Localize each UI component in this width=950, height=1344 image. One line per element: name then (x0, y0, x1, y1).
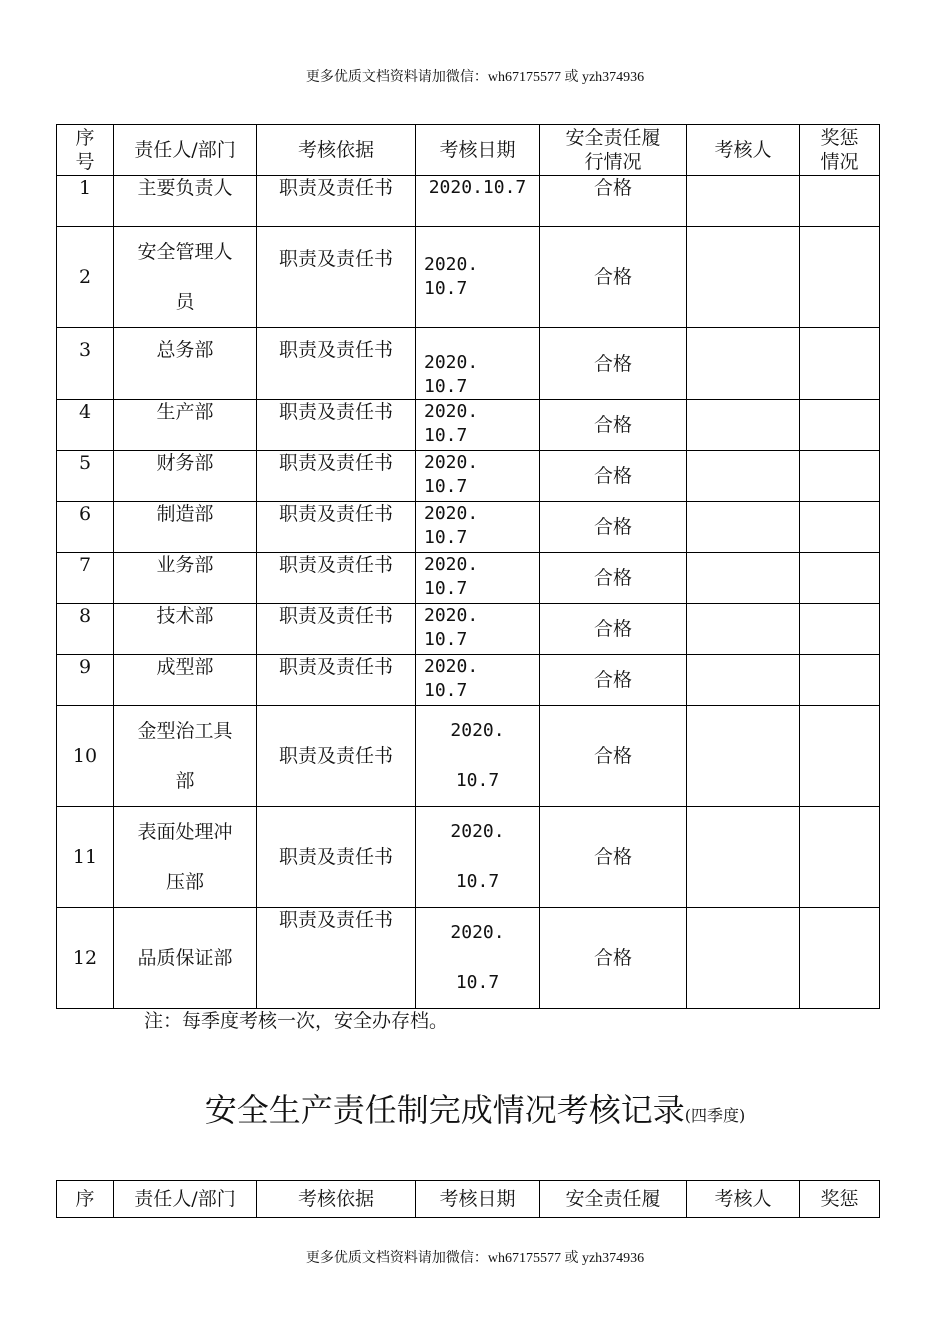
cell-basis: 职责及责任书 (257, 451, 416, 502)
cell-dept: 品质保证部 (114, 908, 257, 1009)
cell-result: 合格 (540, 328, 687, 400)
cell-date: 2020. 10.7 (416, 553, 540, 604)
cell-dept: 总务部 (114, 328, 257, 400)
cell-reward (800, 328, 880, 400)
cell-reward (800, 807, 880, 908)
table-row (57, 553, 880, 604)
cell-result: 合格 (540, 908, 687, 1009)
assessment-table-q3 (56, 124, 880, 1009)
table-row (57, 176, 880, 227)
table-header-row (57, 1181, 880, 1218)
cell-assessor (687, 328, 800, 400)
table-row (57, 908, 880, 1009)
cell-basis: 职责及责任书 (257, 655, 416, 706)
cell-date: 2020. 10.7 (416, 328, 540, 400)
cell-assessor (687, 502, 800, 553)
cell-seq: 7 (57, 553, 114, 604)
cell-assessor (687, 807, 800, 908)
cell-assessor (687, 227, 800, 328)
page-footer-note: 更多优质文档资料请加微信：wh67175577 或 yzh374936 (305, 1251, 645, 1266)
cell-reward (800, 176, 880, 227)
col-header-performance: 安全责任履 (540, 1181, 687, 1218)
cell-basis: 职责及责任书 (257, 502, 416, 553)
table-row (57, 502, 880, 553)
cell-seq: 10 (57, 706, 114, 807)
cell-seq: 4 (57, 400, 114, 451)
cell-reward (800, 451, 880, 502)
cell-dept: 技术部 (114, 604, 257, 655)
cell-date: 2020. 10.7 (416, 807, 540, 908)
table-row (57, 807, 880, 908)
cell-seq: 3 (57, 328, 114, 400)
cell-result: 合格 (540, 451, 687, 502)
cell-assessor (687, 400, 800, 451)
page-header-note: 更多优质文档资料请加微信：wh67175577 或 yzh374936 (305, 70, 645, 85)
cell-seq: 11 (57, 807, 114, 908)
cell-dept: 金型治工具 部 (114, 706, 257, 807)
cell-reward (800, 227, 880, 328)
cell-dept: 表面处理冲 压部 (114, 807, 257, 908)
col-header-performance: 安全责任履 行情况 (540, 125, 687, 176)
cell-date: 2020. 10.7 (416, 502, 540, 553)
cell-basis: 职责及责任书 (257, 706, 416, 807)
col-header-assessor: 考核人 (687, 1181, 800, 1218)
cell-reward (800, 400, 880, 451)
cell-date: 2020. 10.7 (416, 451, 540, 502)
col-header-assessor: 考核人 (687, 125, 800, 176)
col-header-reward: 奖惩 (800, 1181, 880, 1218)
cell-seq: 6 (57, 502, 114, 553)
cell-dept: 安全管理人 员 (114, 227, 257, 328)
table-row (57, 706, 880, 807)
cell-result: 合格 (540, 227, 687, 328)
cell-basis: 职责及责任书 (257, 604, 416, 655)
cell-date: 2020. 10.7 (416, 227, 540, 328)
cell-result: 合格 (540, 176, 687, 227)
cell-result: 合格 (540, 604, 687, 655)
cell-date: 2020. 10.7 (416, 400, 540, 451)
cell-basis: 职责及责任书 (257, 227, 416, 328)
cell-result: 合格 (540, 502, 687, 553)
cell-reward (800, 706, 880, 807)
cell-dept: 制造部 (114, 502, 257, 553)
cell-result: 合格 (540, 553, 687, 604)
table-row (57, 604, 880, 655)
col-header-seq: 序 (57, 1181, 114, 1218)
col-header-dept: 责任人/部门 (114, 125, 257, 176)
cell-dept: 财务部 (114, 451, 257, 502)
cell-seq: 12 (57, 908, 114, 1009)
cell-seq: 9 (57, 655, 114, 706)
cell-assessor (687, 451, 800, 502)
assessment-table-q4 (56, 1180, 880, 1218)
table-row (57, 328, 880, 400)
table-row (57, 451, 880, 502)
col-header-date: 考核日期 (416, 1181, 540, 1218)
cell-assessor (687, 604, 800, 655)
table-row (57, 400, 880, 451)
cell-assessor (687, 553, 800, 604)
cell-assessor (687, 655, 800, 706)
col-header-date: 考核日期 (416, 125, 540, 176)
cell-date: 2020.10.7 (416, 176, 540, 227)
cell-seq: 1 (57, 176, 114, 227)
cell-date: 2020. 10.7 (416, 706, 540, 807)
cell-assessor (687, 176, 800, 227)
col-header-reward: 奖惩 情况 (800, 125, 880, 176)
cell-dept: 成型部 (114, 655, 257, 706)
cell-dept: 生产部 (114, 400, 257, 451)
cell-reward (800, 655, 880, 706)
cell-basis: 职责及责任书 (257, 176, 416, 227)
cell-basis: 职责及责任书 (257, 328, 416, 400)
cell-basis: 职责及责任书 (257, 553, 416, 604)
table-header-row (57, 125, 880, 176)
cell-result: 合格 (540, 807, 687, 908)
table-row (57, 227, 880, 328)
section-title: 安全生产责任制完成情况考核记录(四季度) (204, 1091, 746, 1129)
cell-date: 2020. 10.7 (416, 655, 540, 706)
cell-reward (800, 502, 880, 553)
cell-seq: 2 (57, 227, 114, 328)
cell-basis: 职责及责任书 (257, 807, 416, 908)
section-subtitle: (四季度) (684, 1106, 746, 1125)
col-header-basis: 考核依据 (257, 1181, 416, 1218)
cell-reward (800, 908, 880, 1009)
cell-seq: 5 (57, 451, 114, 502)
col-header-seq: 序 号 (57, 125, 114, 176)
cell-assessor (687, 706, 800, 807)
cell-seq: 8 (57, 604, 114, 655)
col-header-dept: 责任人/部门 (114, 1181, 257, 1218)
table-row (57, 655, 880, 706)
cell-result: 合格 (540, 655, 687, 706)
table-footnote: 注：每季度考核一次，安全办存档。 (144, 1010, 449, 1032)
cell-dept: 业务部 (114, 553, 257, 604)
cell-basis: 职责及责任书 (257, 400, 416, 451)
cell-result: 合格 (540, 400, 687, 451)
cell-assessor (687, 908, 800, 1009)
cell-basis: 职责及责任书 (257, 908, 416, 1009)
col-header-basis: 考核依据 (257, 125, 416, 176)
cell-reward (800, 604, 880, 655)
cell-reward (800, 553, 880, 604)
cell-date: 2020. 10.7 (416, 604, 540, 655)
cell-date: 2020. 10.7 (416, 908, 540, 1009)
cell-result: 合格 (540, 706, 687, 807)
cell-dept: 主要负责人 (114, 176, 257, 227)
